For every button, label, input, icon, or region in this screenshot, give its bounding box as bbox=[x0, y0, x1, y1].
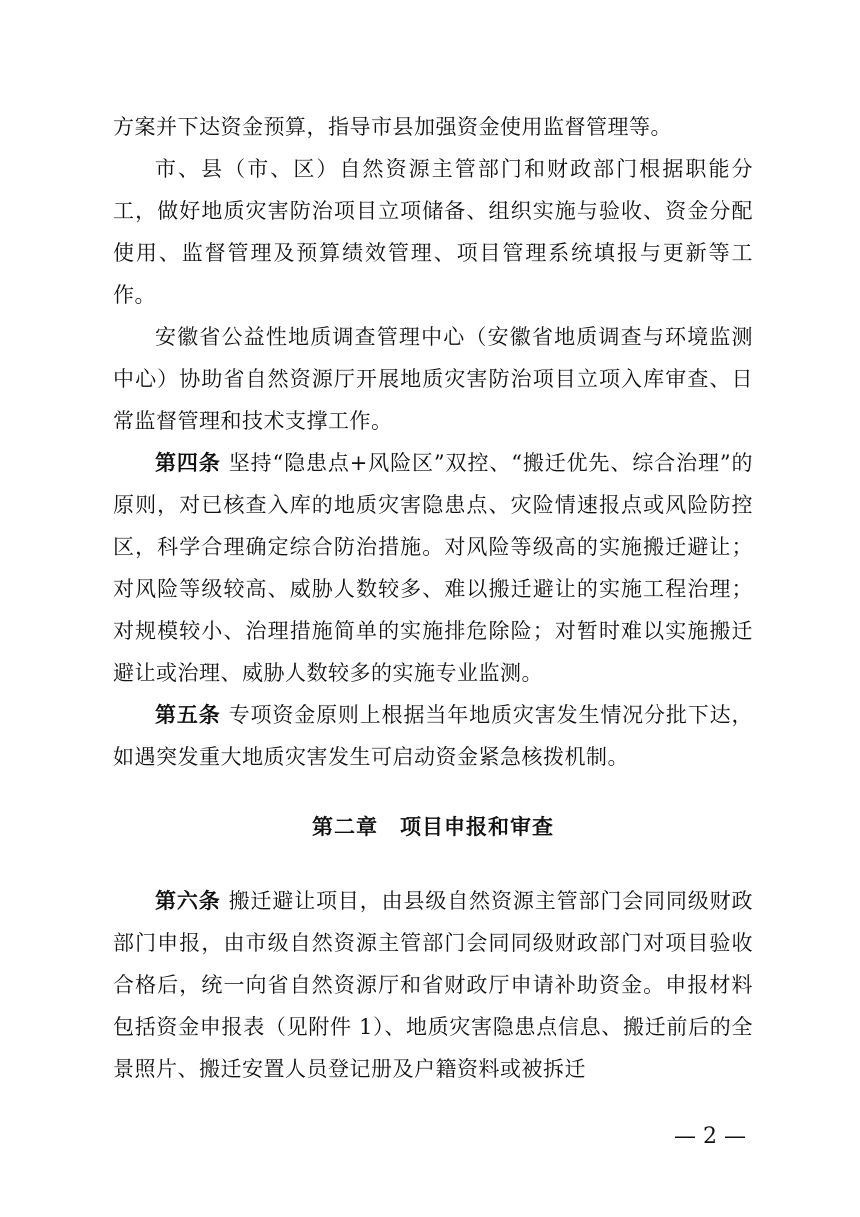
article-label: 第四条 bbox=[155, 451, 221, 475]
paragraph-survey-center bbox=[113, 316, 753, 442]
article-label: 第六条 bbox=[155, 889, 221, 913]
chapter-title: 第二章 项目申报和审查 bbox=[312, 815, 554, 839]
paragraph-text: 方案并下达资金预算，指导市县加强资金使用监督管理等。 bbox=[113, 115, 672, 139]
page-number: — 2 — bbox=[674, 1124, 746, 1149]
article-label: 第五条 bbox=[155, 703, 221, 727]
article-text: 搬迁避让项目，由县级自然资源主管部门会同同级财政部门申报，由市级自然资源主管部门会同同级财政部门对项目验收合格后，统一向省自然资源厅和省财政厅申请补助资金。申报材料包括资金申报表（见附件 1）、地质灾害隐患点信息、搬迁前后的全景照片、搬迁安置人员登记册及户籍资料或被拆迁 bbox=[113, 889, 754, 1081]
section-two bbox=[113, 880, 753, 1090]
article-text: 坚持“隐患点+风险区”双控、“搬迁优先、综合治理”的原则，对已核查入库的地质灾害隐患点、灾险情速报点或风险防控区，科学合理确定综合防治措施。对风险等级高的实施搬迁避让；对风险等级较高、威胁人数较多、难以搬迁避让的实施工程治理；对规模较小、治理措施简单的实施排危除险；对暂时难以实施搬迁避让或治理、威胁人数较多的实施专业监测。 bbox=[113, 451, 754, 685]
article-text: 专项资金原则上根据当年地质灾害发生情况分批下达，如遇突发重大地质灾害发生可启动资金紧急核拨机制。 bbox=[113, 703, 754, 769]
article-6 bbox=[113, 880, 753, 1090]
section-one bbox=[113, 106, 753, 778]
article-4 bbox=[113, 442, 753, 694]
article-5 bbox=[113, 694, 753, 778]
paragraph-continuation bbox=[113, 106, 753, 148]
paragraph-text: 市、县（市、区）自然资源主管部门和财政部门根据职能分工，做好地质灾害防治项目立项储备、组织实施与验收、资金分配使用、监督管理及预算绩效管理、项目管理系统填报与更新等工作。 bbox=[113, 157, 753, 307]
paragraph-text: 安徽省公益性地质调查管理中心（安徽省地质调查与环境监测中心）协助省自然资源厅开展地质灾害防治项目立项入库审查、日常监督管理和技术支撑工作。 bbox=[113, 325, 753, 433]
paragraph-responsibilities-city-county bbox=[113, 148, 753, 316]
